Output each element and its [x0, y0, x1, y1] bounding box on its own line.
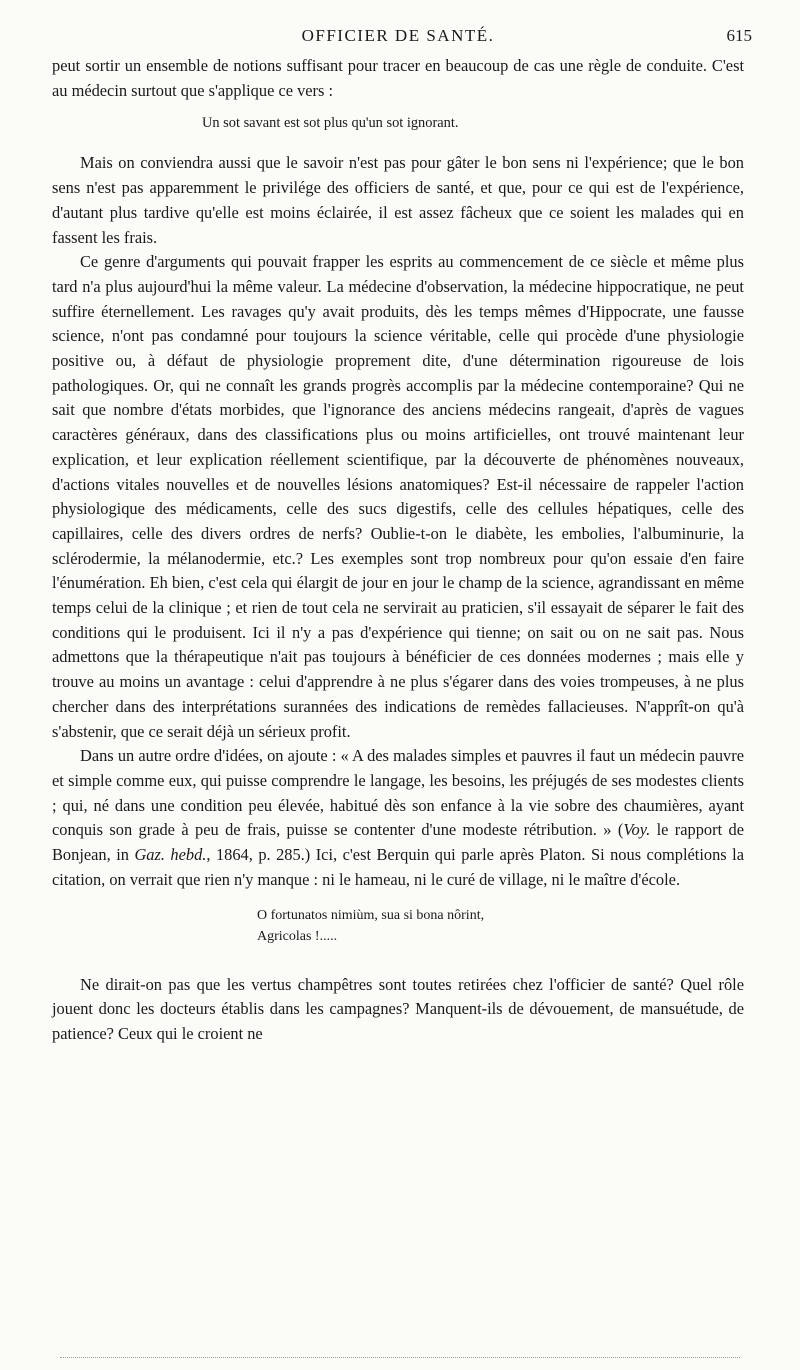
paragraph-4-part-c: , 1864, p. 285.) Ici, c'est Berquin qui parle après Platon. Si nous complétions la citation, on verrait que rien n'y manque : ni le hameau, ni le curé de village, ni le maître d'école.: [52, 845, 744, 889]
running-title: OFFICIER DE SANTÉ.: [301, 26, 495, 45]
citation-journal: Gaz. hebd.: [134, 845, 207, 865]
bottom-dotted-rule: [60, 1357, 740, 1358]
citation-voy: Voy.: [623, 820, 651, 840]
page-header: [52, 24, 752, 50]
paragraph-2: Mais on conviendra aussi que le savoir n'est pas pour gâter le bon sens ni l'expérience; que le bon sens n'est pas apparemment le privilége des officiers de santé, et que, pour ce qui est de l'expérience, d'autant plus tardive qu'elle est moins éclairée, il est assez fâcheux que ce soient les malades qui en fassent les frais.: [52, 153, 744, 247]
quotation-verse: Un sot savant est sot plus qu'un sot ignorant.: [202, 115, 459, 132]
paragraph-1: peut sortir un ensemble de notions suffisant pour tracer en beaucoup de cas une règle de conduite. C'est au médecin surtout que s'applique ce vers :: [52, 56, 744, 100]
verse-line-2: Agricolas !.....: [257, 928, 338, 944]
paragraph-4: [52, 744, 744, 892]
document-page: [52, 24, 752, 1047]
paragraph-4-part-a: Dans un autre ordre d'idées, on ajoute : « A des malades simples et pauvres il faut un médecin pauvre et simple comme eux, qui puisse comprendre le langage, les besoins, les préjugés de ses modestes clients ; qui, né dans une condition peu élevée, habitué dès son enfance à la vie sobre des chaumières, ayant conquis son grade à peu de frais, puisse se contenter d'une modeste rétribution. » (: [52, 746, 744, 840]
paragraph-3: Ce genre d'arguments qui pouvait frapper les esprits au commencement de ce siècle et même plus tard n'a plus aujourd'hui la même valeur. La médecine d'observation, la médecine hippocratique, ne peut suffire éternellement. Les ravages qu'y avait produits, dès les temps mêmes d'Hippocrate, une fausse science, n'ont pas condamné pour toujours la science véritable, celle qui procède d'une physiologie positive ou, à défaut de physiologie proprement dite, d'une détermination rigoureuse de lois pathologiques. Or, qui ne connaît les grands progrès accomplis par la médecine contemporaine? Qui ne sait que nombre d'états morbides, que l'ignorance des anciens médecins rangeait, d'après de vagues caractères généraux, dans des classifications plus ou moins artificielles, ont trouvé maintenant leur explication, et leur explication réellement scientifique, par la découverte de phénomènes nouveaux, d'actions vitales nouvelles et de nouvelles lésions anatomiques? Est-il nécessaire de rappeler l'action physiologique des médicaments, celle des sucs digestifs, celle des cellules hépatiques, celle des capillaires, celle des divers ordres de nerfs? Oublie-t-on le diabète, les embolies, l'albuminurie, la sclérodermie, la mélanodermie, etc.? Les exemples sont trop nombreux pour qu'on essaie d'en faire l'énumération. Eh bien, c'est cela qui élargit de jour en jour le champ de la science, agrandissant en même temps celui de la clinique ; et rien de tout cela ne servirait au praticien, s'il essayait de séparer le fait des conditions qui le produisent. Ici il n'y a pas d'expérience qui tienne; on sait ou on ne sait pas. Nous admettons que la thérapeutique n'ait pas toujours à bénéficier de ces données modernes ; mais elle y trouve au moins un avantage : celui d'apprendre à ne plus s'égarer dans des voies trompeuses, à ne plus chercher dans des interprétations surannées des indications de remèdes fallacieuses. N'apprît-on qu'à s'abstenir, que ce serait déjà un sérieux profit.: [52, 252, 744, 741]
paragraph-5: Ne dirait-on pas que les vertus champêtres sont toutes retirées chez l'officier de santé? Quel rôle jouent donc les docteurs établis dans les campagnes? Manquent-ils de dévouement, de mansuétude, de patience? Ceux qui le croient ne: [52, 974, 744, 1043]
paragraph-4-part-b: le rapport de Bonjean, in: [52, 820, 744, 865]
page-number: 615: [726, 26, 752, 45]
verse-line-1: O fortunatos nimiùm, sua si bona nôrint,: [257, 907, 485, 923]
latin-verse: [257, 905, 744, 947]
